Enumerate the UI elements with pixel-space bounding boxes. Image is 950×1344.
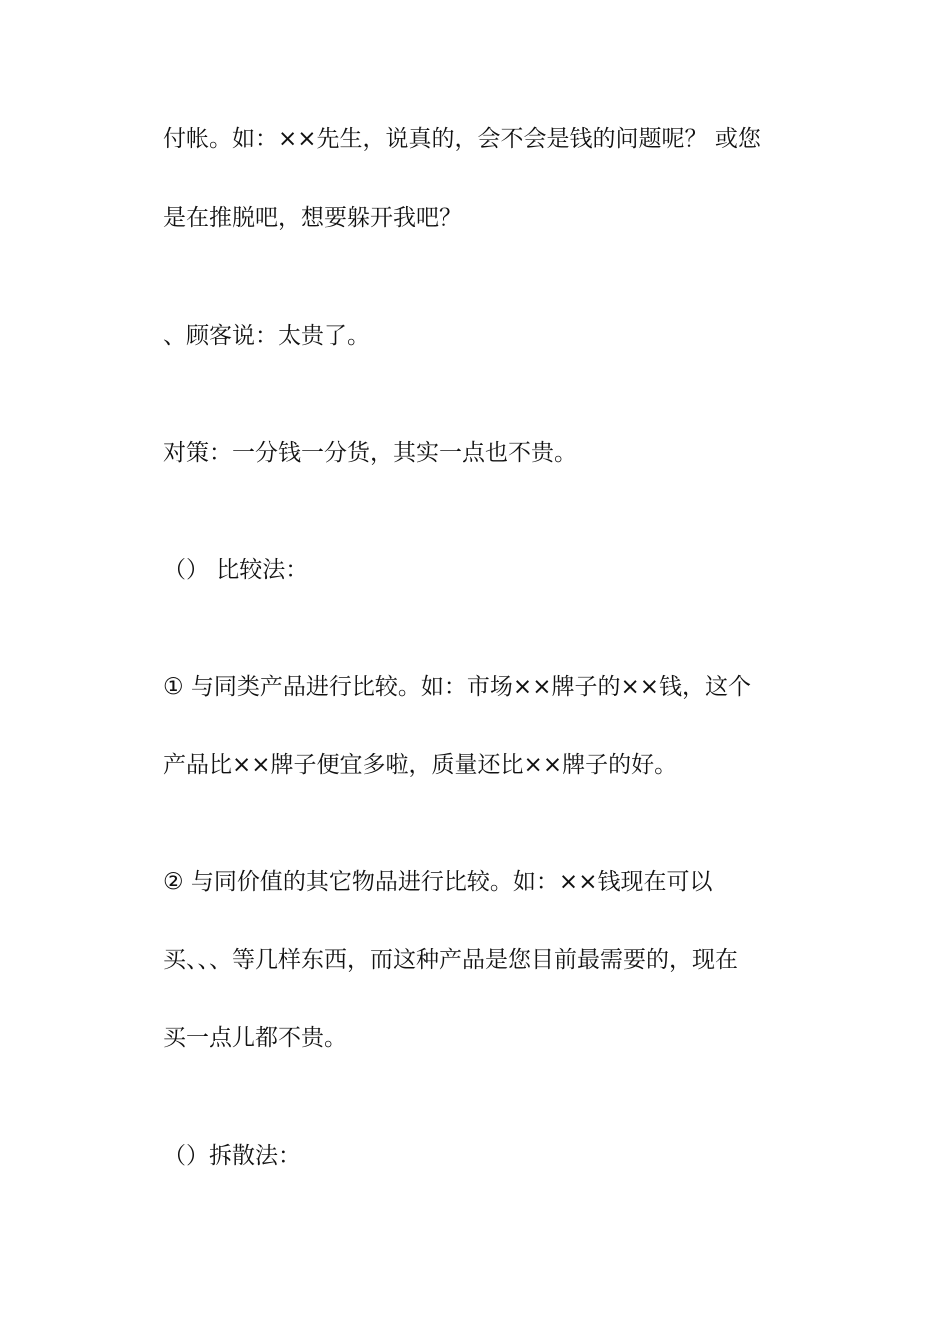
paragraph-line: 付帐。如：××先生，说真的，会不会是钱的问题呢？ 或您 xyxy=(163,126,761,152)
paragraph-line: ② 与同价值的其它物品进行比较。如：××钱现在可以 xyxy=(163,869,713,895)
section-heading: （） 比较法： xyxy=(163,557,309,583)
paragraph-line: 买、、、等几样东西，而这种产品是您目前最需要的，现在 xyxy=(163,947,738,973)
paragraph-line: 是在推脱吧，想要躲开我吧？ xyxy=(163,205,462,231)
paragraph-line: ① 与同类产品进行比较。如：市场××牌子的××钱，这个 xyxy=(163,674,752,700)
paragraph-line: 对策：一分钱一分货，其实一点也不贵。 xyxy=(163,440,577,466)
section-heading: （）拆散法： xyxy=(163,1143,301,1169)
paragraph-line: 产品比××牌子便宜多啦，质量还比××牌子的好。 xyxy=(163,752,678,778)
paragraph-line: 买一点儿都不贵。 xyxy=(163,1025,347,1051)
paragraph-line: 、顾客说：太贵了。 xyxy=(163,323,370,349)
